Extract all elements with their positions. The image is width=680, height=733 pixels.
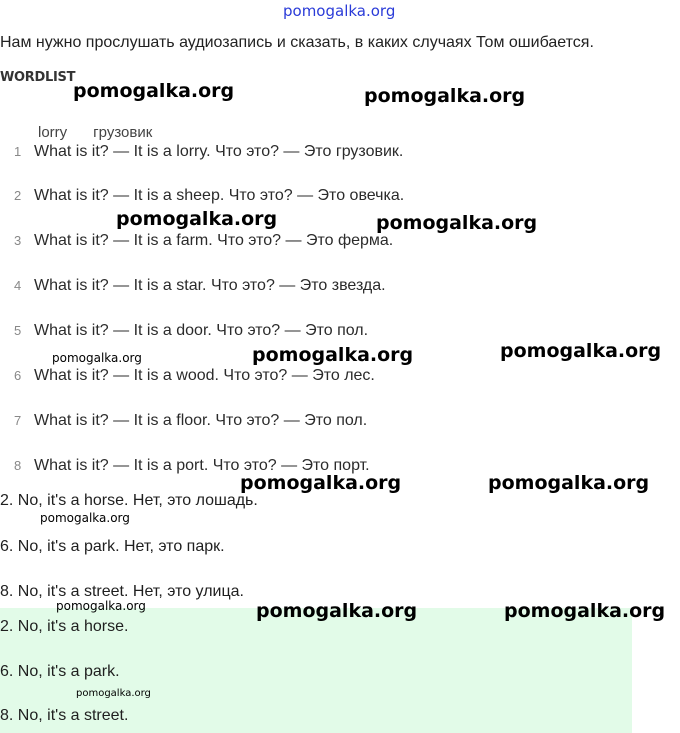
wordlist-word: lorry — [38, 124, 68, 141]
wordlist-cut-row — [38, 120, 178, 141]
highlighted-answer: 8. No, it's a street. — [0, 707, 129, 724]
intro-text: Нам нужно прослушать аудиозапись и сказать, в каких случаях Том ошибается. — [0, 34, 594, 51]
item-text: What is it? — It is a door. Что это? — Это пол. — [34, 322, 369, 339]
list-item — [14, 143, 403, 161]
watermark: pomogalka.org — [52, 351, 142, 365]
watermark: pomogalka.org — [252, 344, 414, 366]
answer-line: 8. No, it's a street. Нет, это улица. — [0, 583, 244, 600]
item-number: 3 — [14, 233, 22, 248]
item-text: What is it? — It is a sheep. Что это? — Это овечка. — [34, 187, 405, 204]
watermark: pomogalka.org — [376, 212, 538, 234]
watermark: pomogalka.org — [240, 472, 402, 494]
list-item — [14, 277, 386, 295]
item-number: 2 — [14, 188, 22, 203]
watermark: pomogalka.org — [56, 599, 146, 613]
answer-line: 6. No, it's a park. Нет, это парк. — [0, 538, 225, 555]
item-number: 1 — [14, 144, 22, 159]
list-item — [14, 232, 393, 250]
watermark: pomogalka.org — [504, 600, 666, 622]
item-text: What is it? — It is a floor. Что это? — Это пол. — [34, 412, 368, 429]
item-number: 8 — [14, 458, 22, 473]
watermark: pomogalka.org — [364, 85, 526, 107]
highlighted-answer: 6. No, it's a park. — [0, 663, 120, 680]
item-number: 4 — [14, 278, 22, 293]
wordlist-title: WORDLIST — [0, 70, 76, 85]
list-item — [14, 187, 404, 205]
watermark: pomogalka.org — [116, 208, 278, 230]
site-watermark-top[interactable]: pomogalka.org — [283, 2, 396, 20]
item-text: What is it? — It is a port. Что это? — Это порт. — [34, 457, 370, 474]
highlighted-answer: 2. No, it's a horse. — [0, 618, 129, 635]
watermark: pomogalka.org — [488, 472, 650, 494]
list-item — [14, 322, 368, 340]
list-item — [14, 412, 367, 430]
watermark: pomogalka.org — [256, 600, 418, 622]
wordlist-translation: грузовик — [93, 124, 153, 141]
item-number: 6 — [14, 368, 22, 383]
item-text: What is it? — It is a farm. Что это? — Это ферма. — [34, 232, 394, 249]
watermark: pomogalka.org — [76, 688, 151, 699]
list-item — [14, 367, 375, 385]
item-number: 7 — [14, 413, 22, 428]
item-text: What is it? — It is a star. Что это? — Это звезда. — [34, 277, 386, 294]
watermark: pomogalka.org — [73, 80, 235, 102]
watermark: pomogalka.org — [40, 511, 130, 525]
answer-line: 2. No, it's a horse. Нет, это лошадь. — [0, 492, 258, 509]
item-number: 5 — [14, 323, 22, 338]
item-text: What is it? — It is a wood. Что это? — Это лес. — [34, 367, 375, 384]
item-text: What is it? — It is a lorry. Что это? — Это грузовик. — [34, 143, 404, 160]
watermark: pomogalka.org — [500, 340, 662, 362]
